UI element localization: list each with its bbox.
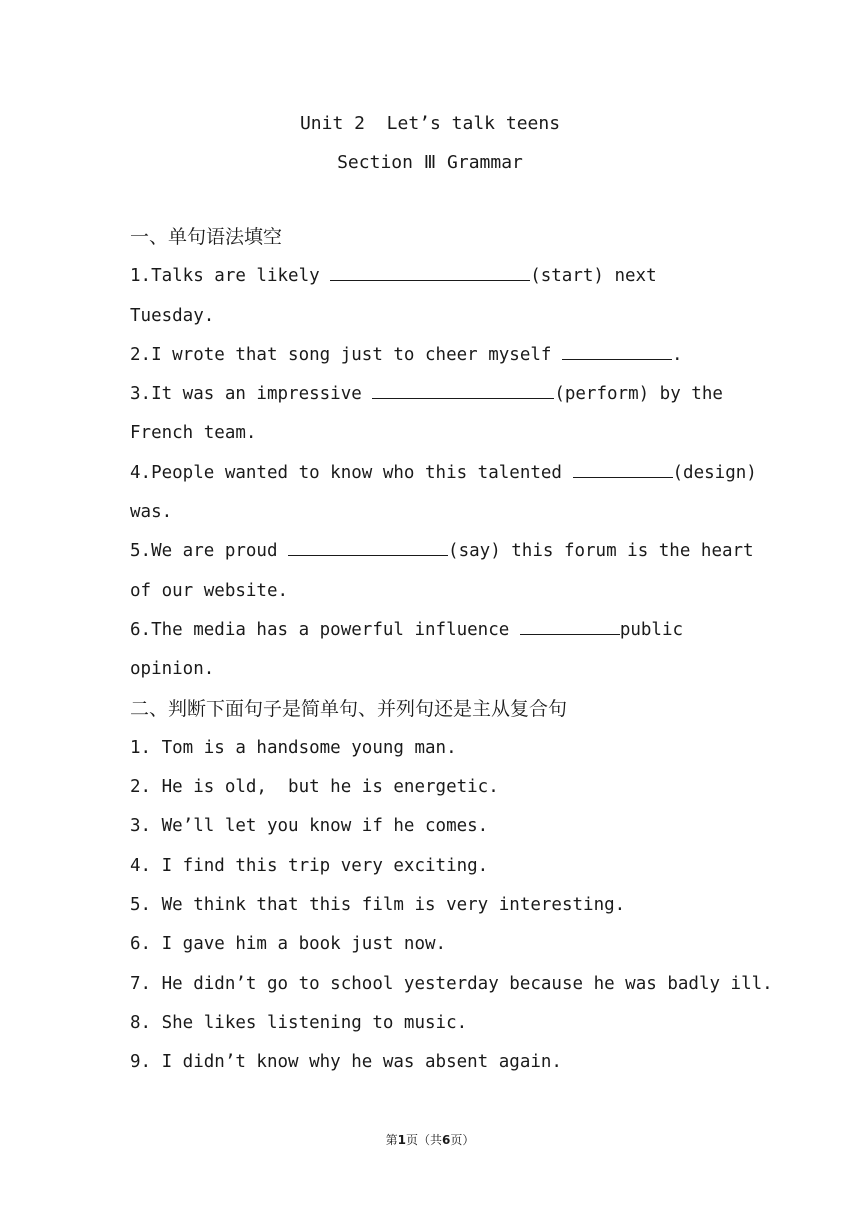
question-2 (130, 336, 730, 375)
question-4-continued: was. (130, 502, 173, 523)
question-3-hint: (perform) by the (554, 384, 723, 405)
question-3 (130, 375, 730, 414)
sentence-item: 6. I gave him a book just now. (130, 934, 447, 955)
document-content (130, 218, 773, 1083)
question-5-text: 5.We are proud (130, 541, 289, 562)
question-3-continued: French team. (130, 423, 257, 444)
footer-prefix: 第 (385, 1133, 398, 1147)
question-3-text: 3.It was an impressive (130, 384, 373, 405)
sentence-item: 5. We think that this film is very interesting. (130, 895, 626, 916)
question-1-text: 1.Talks are likely (130, 266, 331, 287)
footer-mid: 页（共 (405, 1133, 442, 1147)
sentence-item: 4. I find this trip very exciting. (130, 855, 489, 876)
unit-title: Unit 2 Let’s talk teens (299, 113, 561, 134)
title-block (0, 104, 860, 182)
question-6-hint: public (619, 619, 684, 640)
sentence-item: 3. We’ll let you know if he comes. (130, 816, 489, 837)
question-2-text: 2.I wrote that song just to cheer myself (130, 344, 562, 365)
sentence-item: 1. Tom is a handsome young man. (130, 737, 457, 758)
section-title: Section Ⅲ Grammar (337, 152, 523, 173)
total-pages: 6 (442, 1133, 451, 1147)
question-6-text: 6.The media has a powerful influence (130, 619, 520, 640)
answer-blank-1[interactable] (330, 262, 530, 281)
answer-blank-2[interactable] (562, 341, 672, 360)
question-1-hint: (start) next (530, 266, 657, 287)
question-4-hint: (design) (672, 462, 757, 483)
question-4 (130, 454, 757, 493)
sentence-item: 8. She likes listening to music. (130, 1012, 468, 1033)
question-5-continued: of our website. (130, 580, 289, 601)
page-number: 1 (397, 1133, 406, 1147)
question-1-continued: Tuesday. (130, 305, 215, 326)
question-5-hint: (say) this forum is the heart (448, 541, 754, 562)
answer-blank-4[interactable] (573, 459, 673, 478)
question-4-text: 4.People wanted to know who this talented (130, 462, 573, 483)
question-1 (130, 257, 730, 296)
answer-blank-6[interactable] (520, 616, 620, 635)
footer-suffix: 页） (450, 1133, 475, 1147)
page-footer (0, 1131, 860, 1148)
section1-heading: 一、单句语法填空 (130, 226, 283, 248)
sentence-item: 7. He didn’t go to school yesterday because he was badly ill. (130, 973, 773, 994)
sentence-item: 2. He is old, but he is energetic. (130, 777, 499, 798)
question-6-continued: opinion. (130, 659, 215, 680)
question-5 (130, 532, 754, 571)
sentence-item: 9. I didn’t know why he was absent again. (130, 1052, 562, 1073)
answer-blank-3[interactable] (372, 380, 554, 399)
question-6 (130, 611, 730, 650)
question-2-end: . (671, 344, 683, 365)
section2-heading: 二、判断下面句子是简单句、并列句还是主从复合句 (130, 697, 568, 720)
answer-blank-5[interactable] (288, 537, 448, 556)
